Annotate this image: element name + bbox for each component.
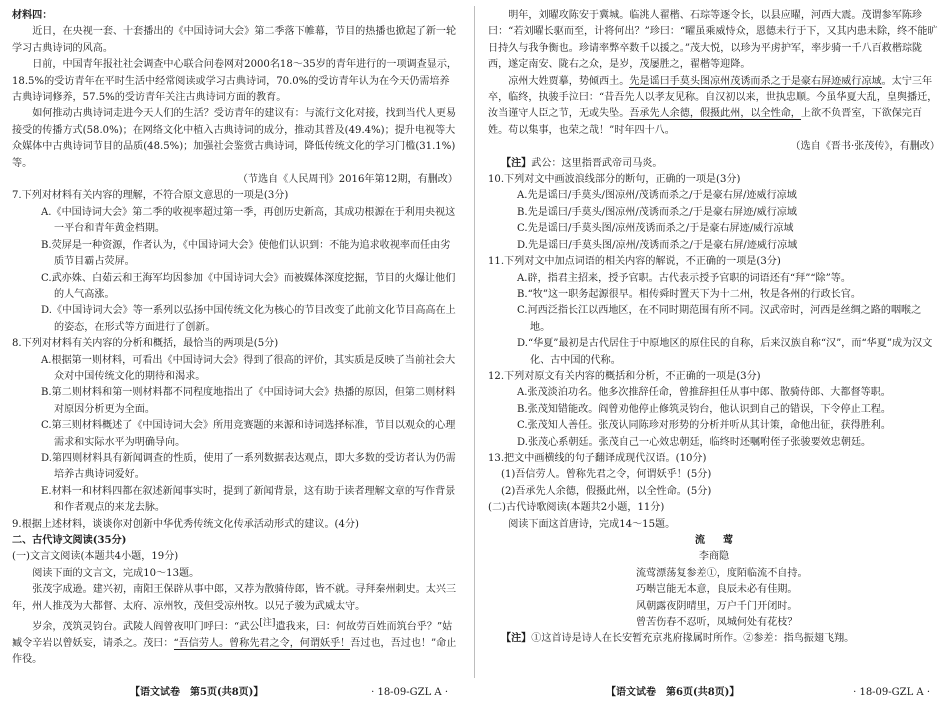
wavy-underlined-sentence: 先是谣曰手莫头图凉州茂诱而杀之于是豪右屏迹威行凉域 bbox=[629, 75, 882, 87]
q7-option-b: B.荧屏是一种资源，作者认为，《中国诗词大会》使他们认识到：不能为追求收视率而任由劣质节目霸占荧屏。 bbox=[41, 239, 451, 268]
q8-option-b: B.第二则材料和第一则材料都不同程度地指出了《中国诗词大会》热播的原因，但第二则材料对原因分析更为全面。 bbox=[41, 387, 456, 415]
note-label: 【注】 bbox=[501, 157, 532, 169]
classical-text: 遣我来，曰：何故劳百姓而筑台乎？”姑臧令辛岩以曾妖妄，请杀之。茂曰： bbox=[12, 621, 453, 649]
q7-option-a: A.《中国诗词大会》第二季的收视率超过第一季，再创历史新高，其成功根源在于利用央视这一平台和青年黄金档期。 bbox=[41, 206, 456, 235]
classical-text: 岁余，茂筑灵钧台。武陵人阎曾夜叩门呼曰：“武公 bbox=[32, 621, 260, 633]
classical-text: 凉州大姓贾摹，势倾西土。 bbox=[508, 75, 630, 87]
classical-paragraph bbox=[12, 615, 458, 669]
classical-paragraph bbox=[488, 74, 940, 140]
q8-option-d: D.第四则材料具有新闻调查的性质，使用了一系列数据表达观点，即大多数的受访者认为仍需培养古典诗词爱好。 bbox=[41, 452, 456, 481]
poem-author: 李商隐 bbox=[698, 551, 730, 563]
material-4-heading: 材料四： bbox=[12, 10, 53, 21]
q8-option-a: A.根据第一则材料，可看出《中国诗词大会》得到了很高的评价，其实质是反映了当前社会大众对中国传统文化的期待和渴求。 bbox=[41, 354, 456, 382]
section-2-2-heading: (二)古代诗歌阅读(本题共2小题，11分) bbox=[488, 502, 665, 514]
q10-option-d: D.先是谣曰/手莫头图/凉州/茂诱而杀之/于是豪右屏/迹威行凉域 bbox=[517, 239, 798, 251]
question-12: 12.下列对原文有关内容的概括和分析，不正确的一项是(3分) bbox=[488, 370, 761, 382]
q10-option-b: B.先是谣曰/手莫头/图凉州/茂诱而杀之/于是豪右屏迹/威行凉域 bbox=[517, 206, 797, 218]
underlined-sentence: “吾信劳人。曾称先君之令，何谓妖乎！ bbox=[173, 637, 351, 649]
section-2-heading: 二、古代诗文阅读(35分) bbox=[12, 535, 127, 546]
question-8: 8.下列对材料有关内容的分析和概括，最恰当的两项是(5分) bbox=[12, 338, 279, 350]
q10-option-c: C.先是谣曰/手莫头图/凉州茂诱而杀之/于是豪右屏迹/威行凉域 bbox=[517, 223, 794, 235]
q12-option-c: C.张茂知人善任。张茂认同陈珍对形势的分析并听从其计策，命他出征，获得胜利。 bbox=[517, 420, 891, 432]
page-5-column bbox=[12, 8, 458, 669]
column-divider bbox=[474, 6, 475, 678]
classical-source: （选自《晋书·张茂传》，有删改） bbox=[790, 141, 940, 153]
q12-option-b: B.张茂知错能改。阎曾劝他停止修筑灵钧台，他认识到自己的错误，下令停止工程。 bbox=[517, 403, 891, 415]
q7-option-d: D.《中国诗词大会》等一系列以弘扬中国传统文化为核心的节目改变了此前文化节目高高在上的姿态，在形式等方面进行了创新。 bbox=[41, 305, 456, 333]
footer-page-title: 【语文试卷 第5页(共8页)】 bbox=[130, 687, 264, 698]
q12-option-a: A.张茂淡泊功名。他多次推辞任命，曾推辞担任从事中郎、散骑侍郎、大都督等职。 bbox=[517, 387, 891, 399]
section-2-1-heading: (一)文言文阅读(本题共4小题，19分) bbox=[12, 551, 179, 563]
classical-text: 上欲不负晋室，下欲保完百姓。苟以集事，也荣之哉！”时年四十八。 bbox=[488, 108, 923, 136]
classical-paragraph: 张茂字成逊。建兴初，南阳王保辟从事中郎，又荐为散骑侍郎，皆不就。寻拜秦州刺史。太兴三年，州人推茂为大都督、太府、凉州牧，茂但受凉州牧。以兄子骏为武威太守。 bbox=[12, 584, 457, 612]
q10-option-a: A.先是谣曰/手莫头/图凉州/茂诱而杀之/于是豪右屏/迹威行凉域 bbox=[517, 190, 797, 202]
question-13: 13.把文中画横线的句子翻译成现代汉语。(10分) bbox=[488, 452, 707, 464]
q13-part-1: (1)吾信劳人。曾称先君之令，何谓妖乎！(5分) bbox=[501, 469, 712, 481]
underlined-sentence: 吾承先人余德，假摄此州，以全性命， bbox=[629, 108, 801, 120]
classical-text: 吾过也，吾过也！”命止作役。 bbox=[12, 637, 457, 666]
q7-option-c: C.武亦姝、白茹云和王海军均因参加《中国诗词大会》而被媒体深度挖掘，节目的火爆让他们的人气高涨。 bbox=[41, 272, 456, 300]
poem-note-text: ①这首诗是诗人在长安暂充京兆府掾属时所作。②参差：指鸟振翅飞翔。 bbox=[531, 633, 855, 645]
question-7: 7.下列对材料有关内容的理解，不符合原文意思的一项是(3分) bbox=[12, 190, 289, 202]
footnote-marker: [注] bbox=[259, 618, 276, 629]
page-5-footer bbox=[12, 685, 458, 701]
poem-line: 曾苦伤春不忍听，凤城何处有花枝？ bbox=[636, 617, 798, 629]
page-6-footer bbox=[488, 685, 940, 701]
poem-line: 巧啭岂能无本意，良辰未必有佳期。 bbox=[636, 584, 798, 596]
footer-exam-code: · 18-09-GZL A · bbox=[371, 687, 448, 698]
poem-intro: 阅读下面这首唐诗，完成14～15题。 bbox=[508, 518, 676, 530]
poem-note-label: 【注】 bbox=[501, 633, 532, 645]
question-10: 10.下列对文中画波浪线部分的断句，正确的一项是(3分) bbox=[488, 174, 741, 186]
material-4-source: （节选自《人民周刊》2016年第12期，有删改） bbox=[237, 174, 458, 186]
reading-intro: 阅读下面的文言文，完成10～13题。 bbox=[32, 567, 200, 579]
poem-line: 流莺漂荡复参差①，度陌临流不自持。 bbox=[636, 567, 808, 579]
classical-paragraph: 明年，刘曜攻陈安于冀城。临洮人翟楷、石琮等逐令长，以县应曜，河西大震。茂谓参军陈珍曰：“若刘曜长驱而至，计将何出？”珍曰：“曜虽乘威恃众，恩德未行于下，又其内患未除，终不能旷日持久与我争衡也。珍请率弊卒数千以援之。”茂大悦，以珍为平虏护军，率步骑一千八百救楷琮陇西，遂定南安、陇右之众，是岁，茂屡胜之，翟楷等迎降。 bbox=[488, 10, 938, 71]
poem-title: 流莺 bbox=[694, 535, 752, 546]
page-6-column bbox=[488, 8, 940, 648]
note-text: 武公：这里指晋武帝司马炎。 bbox=[531, 157, 663, 169]
question-11: 11.下列对文中加点词语的相关内容的解说，不正确的一项是(3分) bbox=[488, 256, 781, 268]
q8-option-e: E.材料一和材料四都在叙述新闻事实时，提到了新闻背景，这有助于读者理解文章的写作背景和作者观点的来龙去脉。 bbox=[41, 485, 456, 514]
q8-option-c: C.第三则材料概述了《中国诗词大会》所用竞赛题的来源和诗词选择标准，节目以观众的心理需求和实际水平为明确导向。 bbox=[41, 420, 456, 448]
q11-option-a: A.辟，指君主招来，授予官职。古代表示授予官职的词语还有“拜”“除”等。 bbox=[517, 272, 851, 284]
q11-option-b: B.“牧”这一职务起源很早。相传舜时置天下为十二州，牧是各州的行政长官。 bbox=[517, 288, 861, 300]
poem-line: 风朝露夜阴晴里，万户千门开闭时。 bbox=[636, 600, 798, 612]
q12-option-d: D.张茂心系朝廷。张茂自己一心效忠朝廷，临终时还嘱咐侄子张骏要效忠朝廷。 bbox=[517, 436, 872, 448]
q11-option-c: C.河西泛指长江以西地区，在不同时期范围有所不同。汉武帝时，河西是丝绸之路的咽喉之地。 bbox=[517, 305, 922, 333]
footer-page-title: 【语文试卷 第6页(共8页)】 bbox=[606, 687, 740, 698]
classical-text: 。太宁三年卒，临终，执骏手泣曰：“昔吾先人以孝友见称。自汉初以来，世执忠顺。今虽华夏大乱，皇舆播迁，汝当谨守人臣之节，无或失坠。 bbox=[488, 75, 938, 120]
material-4-paragraph: 近日，在央视一套、十套播出的《中国诗词大会》第二季落下帷幕，节目的热播也掀起了新一轮学习古典诗词的风高。 bbox=[12, 26, 457, 54]
question-9: 9.根据上述材料，谈谈你对创新中华优秀传统文化传承活动形式的建议。(4分) bbox=[12, 518, 359, 530]
material-4-paragraph: 日前，中国青年报社社会调查中心联合问卷网对2000名18～35岁的青年进行的一项调查显示，18.5%的受访青年在平时生活中经常阅读或学习古典诗词，70.0%的受访青年认为在今天仍需培养古典诗词修养，57.5%的受访青年关注古典诗词方面的教育。 bbox=[12, 59, 458, 104]
material-4-paragraph: 如何推动古典诗词走进今天人们的生活？受访青年的建议有：与流行文化对接，找到当代人更易接受的传播方式(58.0%)；在网络文化中植入古典诗词的成分，推动其普及(49.4%)；提升电视等大众媒体中古典诗词节目的品质(48.5%)；加强社会鉴赏古典诗词，降低传统文化的学习门槛(31.1%)等。 bbox=[12, 108, 457, 169]
footer-exam-code: · 18-09-GZL A · bbox=[853, 687, 930, 698]
q11-option-d: D.“华夏”最初是古代居住于中原地区的原住民的自称，后来汉族自称“汉”，而“华夏”成为汉文化、古中国的代称。 bbox=[517, 338, 933, 366]
q13-part-2: (2)吾承先人余德，假摄此州，以全性命。(5分) bbox=[501, 485, 712, 497]
